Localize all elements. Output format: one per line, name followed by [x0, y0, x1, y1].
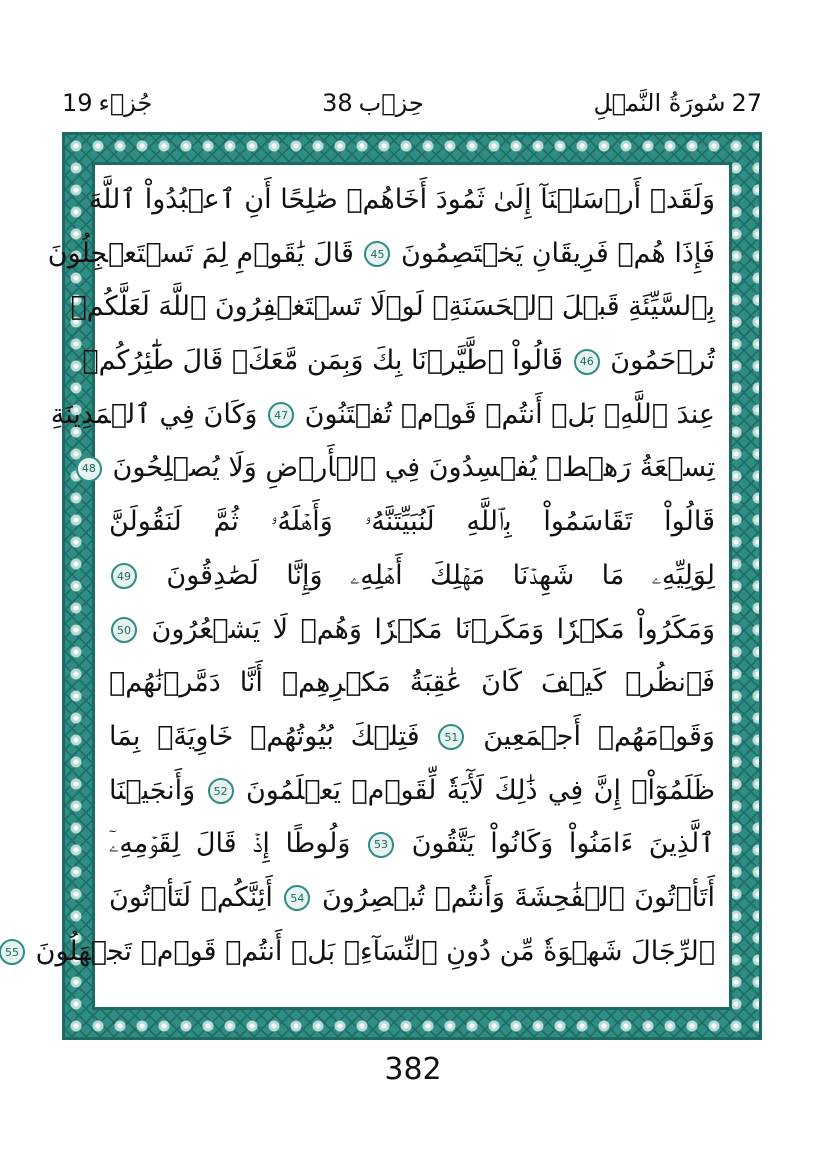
- verse-text: تُرۡحَمُونَ: [610, 345, 715, 377]
- verse-line: [109, 817, 715, 871]
- verse-text: فَٱنظُرۡ كَيۡفَ كَانَ عَٰقِبَةُ مَكۡرِهِمۡ أَنَّا دَمَّرۡنَٰهُمۡ: [109, 667, 715, 699]
- verse-line: [109, 603, 715, 657]
- ayah-number-marker: 47: [268, 402, 294, 428]
- ayah-number-marker: 50: [111, 617, 137, 643]
- ayah-number-marker: 49: [111, 563, 137, 589]
- hizb-number: 38: [322, 89, 353, 117]
- surah-title: [593, 89, 762, 117]
- verse-line: [109, 549, 715, 603]
- verse-line: [82, 334, 715, 388]
- verse-line: [109, 871, 715, 925]
- verse-line: [81, 441, 715, 495]
- verse-text: وَلَقَدۡ أَرۡسَلۡنَآ إِلَىٰ ثَمُودَ أَخَاهُمۡ صَٰلِحًا أَنِ ٱعۡبُدُواْ ٱللَّهَ: [88, 184, 715, 215]
- verse-text: ظَلَمُوٓاْۚ إِنَّ فِي ذَٰلِكَ لَأٓيَةٗ لِّقَوۡمٖ يَعۡلَمُونَ: [245, 774, 715, 806]
- ayah-number-marker: 55: [0, 939, 25, 965]
- hizb-label: حِزۡب: [358, 89, 424, 117]
- verse-text: وَمَكَرُواْ مَكۡرٗا وَمَكَرۡنَا مَكۡرٗا وَهُمۡ لَا يَشۡعُرُونَ: [151, 613, 715, 645]
- juz-indicator: [62, 89, 152, 117]
- surah-name: سُورَةُ النَّمۡلِ: [593, 89, 726, 117]
- verse-text: وَكَانَ فِي ٱلۡمَدِينَةِ: [50, 398, 258, 430]
- verse-text: وَأَنجَيۡنَا: [109, 774, 196, 806]
- verse-text: فَإِذَا هُمۡ فَرِيقَانِ يَخۡتَصِمُونَ: [401, 237, 715, 269]
- page-header: [62, 80, 762, 126]
- juz-number: 19: [62, 89, 93, 117]
- ayah-number-marker: 54: [284, 885, 310, 911]
- verse-text: تِسۡعَةُ رَهۡطٖ يُفۡسِدُونَ فِي ٱلۡأَرۡضِ وَلَا يُصۡلِحُونَ: [112, 452, 715, 484]
- verse-text: عِندَ ٱللَّهِۖ بَلۡ أَنتُمۡ قَوۡمٞ تُفۡتَنُونَ: [304, 398, 715, 430]
- quran-text-area: [5, 162, 732, 1010]
- ayah-number-marker: 48: [76, 456, 102, 482]
- verse-text: ٱلرِّجَالَ شَهۡوَةٗ مِّن دُونِ ٱلنِّسَآءِۚ بَلۡ أَنتُمۡ قَوۡمٞ تَجۡهَلُونَ: [35, 935, 715, 967]
- verse-text: قَالُواْ تَقَاسَمُواْ بِٱللَّهِ لَنُبَيِّتَنَّهُۥ وَأَهۡلَهُۥ ثُمَّ لَنَقُولَنَّ: [109, 506, 715, 538]
- verse-text: أَئِنَّكُمۡ لَتَأۡتُونَ: [109, 881, 273, 913]
- verse-line: [109, 710, 715, 764]
- verse-text: قَالَ يَٰقَوۡمِ لِمَ تَسۡتَعۡجِلُونَ: [47, 237, 354, 269]
- verse-text: فَتِلۡكَ بُيُوتُهُمۡ خَاوِيَةَۢ بِمَا: [109, 720, 420, 752]
- ayah-number-marker: 46: [574, 349, 600, 375]
- verse-line: [109, 656, 715, 710]
- verse-line: [109, 764, 715, 818]
- verse-line: [88, 173, 715, 227]
- ayah-number-marker: 53: [368, 832, 394, 858]
- ayah-number-marker: 51: [438, 724, 464, 750]
- juz-label: جُزۡء: [98, 89, 153, 117]
- surah-number: 27: [731, 89, 762, 117]
- verse-text: ٱلَّذِينَ ءَامَنُواْ وَكَانُواْ يَتَّقُونَ: [411, 828, 715, 860]
- verse-text: وَقَوۡمَهُمۡ أَجۡمَعِينَ: [483, 720, 715, 752]
- hizb-indicator: [322, 89, 424, 117]
- verse-line: [50, 388, 715, 442]
- ornamental-frame: [5, 132, 762, 1040]
- verse-text: بِٱلسَّيِّئَةِ قَبۡلَ ٱلۡحَسَنَةِۖ لَوۡلَا تَسۡتَغۡفِرُونَ ٱللَّهَ لَعَلَّكُمۡ: [70, 291, 715, 323]
- ayah-number-marker: 52: [208, 778, 234, 804]
- verse-text: قَالُواْ ٱطَّيَّرۡنَا بِكَ وَبِمَن مَّعَكَۚ قَالَ طَٰٓئِرُكُمۡ: [82, 345, 564, 377]
- verse-line: [5, 925, 715, 979]
- verse-line: [109, 495, 715, 549]
- page-number: 382: [384, 1052, 442, 1087]
- verse-text: أَتَأۡتُونَ ٱلۡفَٰحِشَةَ وَأَنتُمۡ تُبۡصِرُونَ: [321, 881, 715, 913]
- verse-text: لِوَلِيِّهِۦ مَا شَهِدۡنَا مَهۡلِكَ أَهۡلِهِۦ وَإِنَّا لَصَٰدِقُونَ: [166, 559, 715, 591]
- verse-line: [47, 227, 715, 281]
- verse-line: [70, 280, 715, 334]
- verse-text: وَلُوطًا إِذۡ قَالَ لِقَوۡمِهِۦٓ: [109, 828, 351, 860]
- ayah-number-marker: 45: [364, 241, 390, 267]
